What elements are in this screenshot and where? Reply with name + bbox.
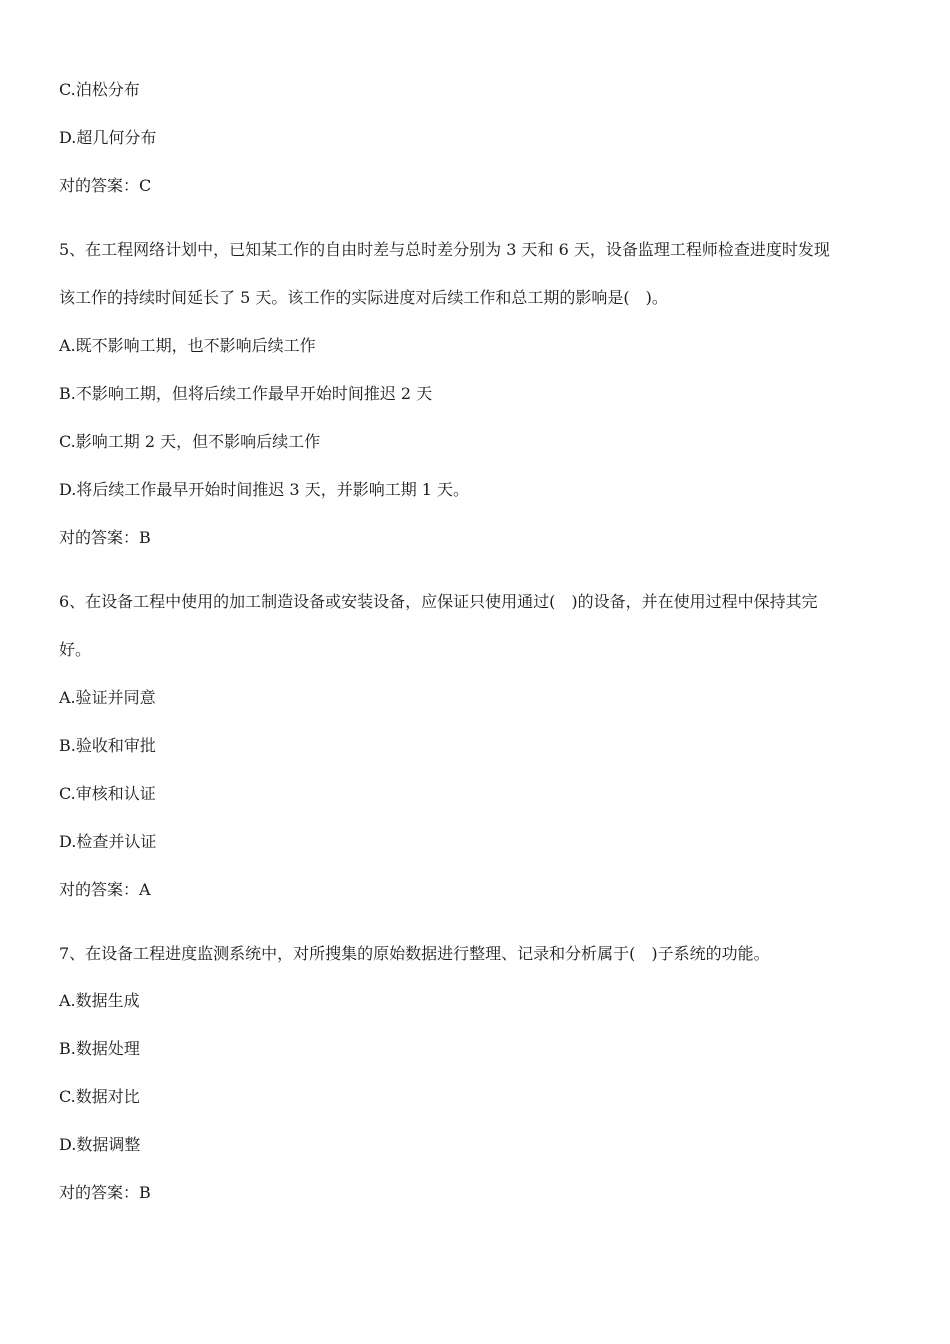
question-5-option-c: C.影响工期 2 天，但不影响后续工作 [59,432,321,451]
question-5-stem-line-2: 该工作的持续时间延长了 5 天。该工作的实际进度对后续工作和总工期的影响是( )。 [59,288,668,307]
question-7-option-b: B.数据处理 [59,1039,140,1058]
question-6-answer: 对的答案：A [59,880,151,899]
question-7-option-d: D.数据调整 [59,1135,141,1154]
question-6-stem-line-2: 好。 [59,640,92,659]
question-7-option-c: C.数据对比 [59,1087,140,1106]
question-6-option-c: C.审核和认证 [59,784,156,803]
question-7-stem: 7、在设备工程进度监测系统中，对所搜集的原始数据进行整理、记录和分析属于( )子系统的功能。 [59,944,770,963]
question-5-stem-line-1: 5、在工程网络计划中，已知某工作的自由时差与总时差分别为 3 天和 6 天，设备监理工程师检查进度时发现 [59,240,830,259]
question-6-option-a: A.验证并同意 [59,688,156,707]
option-c: C.泊松分布 [59,80,140,99]
question-5-answer: 对的答案：B [59,528,151,547]
question-6-stem-line-1: 6、在设备工程中使用的加工制造设备或安装设备，应保证只使用通过( )的设备，并在使用过程中保持其完 [59,592,818,611]
question-5-option-d: D.将后续工作最早开始时间推迟 3 天，并影响工期 1 天。 [59,480,470,499]
question-7-answer: 对的答案：B [59,1183,151,1202]
option-d: D.超几何分布 [59,128,157,147]
question-6-option-d: D.检查并认证 [59,832,157,851]
answer-line: 对的答案：C [59,176,152,195]
question-5-option-b: B.不影响工期，但将后续工作最早开始时间推迟 2 天 [59,384,433,403]
question-5-option-a: A.既不影响工期，也不影响后续工作 [59,336,316,355]
question-7-option-a: A.数据生成 [59,991,140,1010]
question-6-option-b: B.验收和审批 [59,736,156,755]
